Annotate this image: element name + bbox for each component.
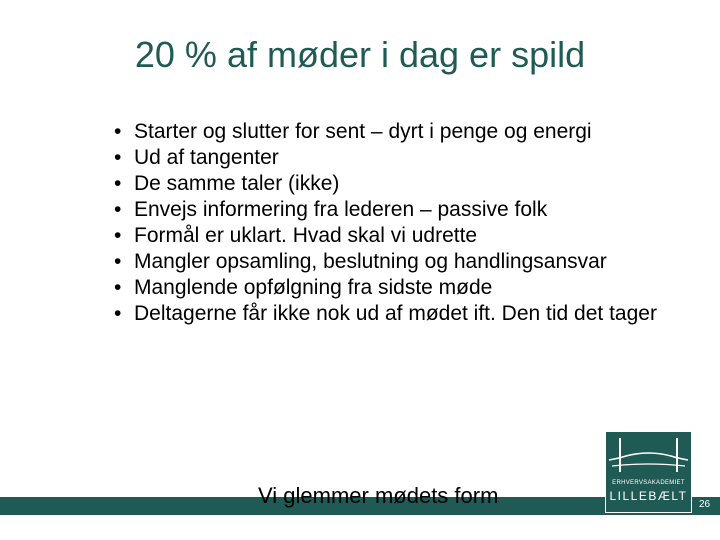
bridge-icon bbox=[606, 432, 691, 478]
bullet-item bbox=[112, 120, 682, 144]
slide-title: 20 % af møder i dag er spild bbox=[134, 34, 586, 75]
bullet-marker: • bbox=[114, 224, 122, 247]
logo bbox=[605, 431, 692, 513]
bullet-marker: • bbox=[114, 302, 122, 325]
logo-line2: LILLEBÆLT bbox=[609, 489, 688, 503]
logo-line1: ERHVERVSAKADEMIET bbox=[612, 480, 685, 486]
bullet-text: De samme taler (ikke) bbox=[134, 172, 340, 195]
footer-text: Vi glemmer mødets form bbox=[258, 483, 499, 508]
bullet-item bbox=[112, 172, 682, 196]
bullet-item bbox=[112, 198, 682, 222]
bullet-marker: • bbox=[114, 146, 122, 169]
bullet-marker: • bbox=[114, 276, 122, 299]
bullet-text: Starter og slutter for sent – dyrt i penge og energi bbox=[134, 120, 592, 143]
page-number: 26 bbox=[699, 499, 711, 510]
bullet-marker: • bbox=[114, 250, 122, 273]
bullet-text: Deltagerne får ikke nok ud af mødet ift. Den tid det tager bbox=[134, 302, 657, 325]
bullet-text: Formål er uklart. Hvad skal vi udrette bbox=[134, 224, 478, 247]
bullet-text: Ud af tangenter bbox=[134, 146, 279, 169]
bullet-text: Mangler opsamling, beslutning og handlingsansvar bbox=[134, 250, 607, 273]
bullet-item bbox=[112, 224, 682, 248]
bullet-marker: • bbox=[114, 198, 122, 221]
bullet-list bbox=[112, 120, 682, 328]
bullet-marker: • bbox=[114, 172, 122, 195]
bullet-item bbox=[112, 302, 682, 326]
bullet-marker: • bbox=[114, 120, 122, 143]
bullet-item bbox=[112, 146, 682, 170]
bullet-item bbox=[112, 276, 682, 300]
bullet-item bbox=[112, 250, 682, 274]
bullet-text: Envejs informering fra lederen – passive folk bbox=[134, 198, 548, 221]
bullet-text: Manglende opfølgning fra sidste møde bbox=[134, 276, 493, 299]
